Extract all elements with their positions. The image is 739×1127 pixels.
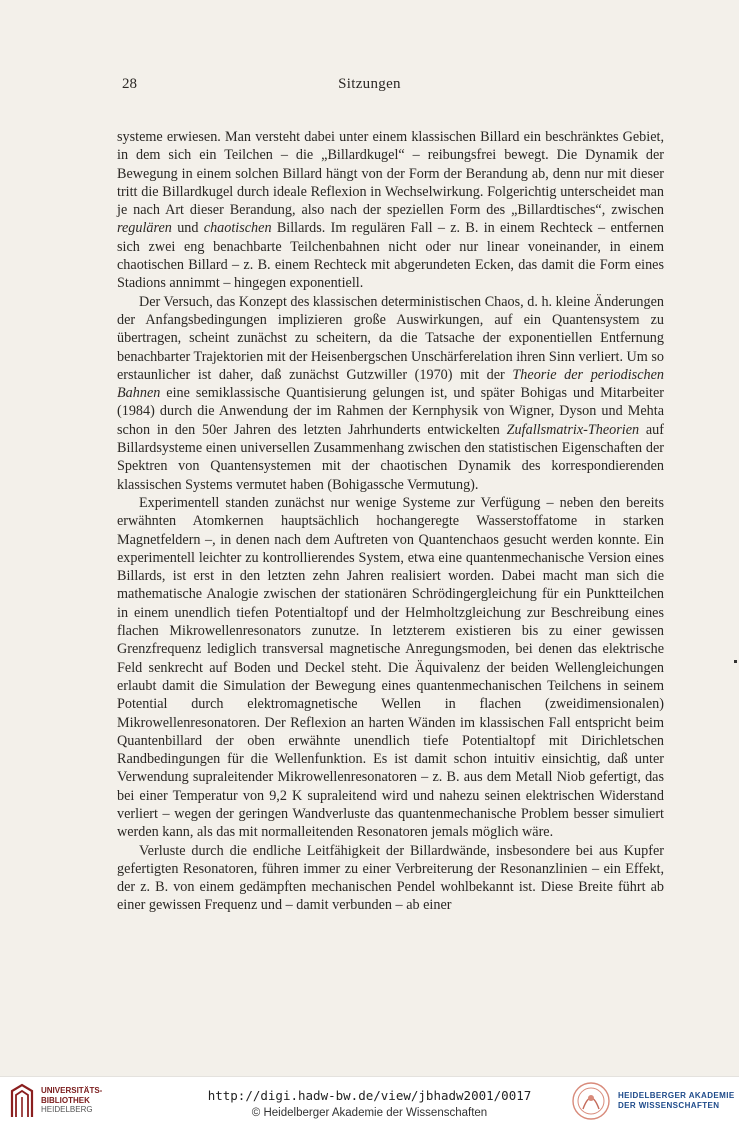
running-title: Sitzungen — [338, 76, 401, 92]
page-number: 28 — [122, 76, 137, 92]
academy-name — [618, 1091, 735, 1111]
academy-name-line1: HEIDELBERGER AKADEMIE — [618, 1091, 735, 1100]
italic-term: Theorie der periodischen Bahnen — [117, 366, 664, 402]
library-name-line2: BIBLIOTHEK — [41, 1095, 90, 1105]
body-text — [117, 128, 664, 915]
italic-term: chaotischen — [203, 220, 272, 237]
library-name-line1: UNIVERSITÄTS- — [41, 1086, 103, 1095]
footer — [0, 1076, 739, 1127]
paragraph — [117, 494, 664, 842]
copyright-notice: © Heidelberger Akademie der Wissenschaften — [251, 1107, 488, 1119]
text-run: Der Versuch, das Konzept des klassischen deterministischen Chaos, d. h. kleine Änderungen der Anfangsbedingungen implizieren große Auswirkungen, auf ein Quantensystem zu übertragen, scheint zunächst zu scheitern, da die Tatsache der exponentiellen Entfernung benachbarter Trajektorien mit der Heisenbergschen Unschärferelation ihren Sinn verliert. Um so erstaunlicher ist daher, daß zunächst Gutzwiller (1970) mit der — [117, 293, 664, 383]
margin-mark — [734, 660, 737, 663]
paragraph — [117, 842, 664, 915]
page-header — [0, 76, 739, 98]
text-run: systeme erwiesen. Man versteht dabei unter einem klassischen Billard ein beschränktes Gebiet, in dem sich ein Teilchen – die „Billardkugel“ – reibungsfrei bewegt. Die Dynamik der Bewegung in einem solchen Billard hängt von der Form der Berandung ab, denn nur mit dieser tritt die Billardkugel durch ideale Reflexion in Wechselwirkung. Folgerichtig unterscheidet man je nach Art dieser Berandung, also nach der speziellen Form des „Billardtisches“, zwischen — [117, 129, 664, 219]
source-url-link[interactable]: http://digi.hadw-bw.de/view/jbhadw2001/0017 — [207, 1088, 532, 1103]
text-run: Verluste durch die endliche Leitfähigkeit der Billardwände, insbesondere bei aus Kupfer gefertigten Resonatoren, führen immer zu einer Verbreiterung der Resonanzlinien – ein Effekt, der z. B. von einem gedämpften mechanischen Pendel wohlbekannt ist. Diese Breite führt ab einer gewissen Frequenz und – damit verbunden – ab einer — [117, 842, 664, 914]
text-run: Experimentell standen zunächst nur wenige Systeme zur Verfügung – neben den bereits erwähnten Atomkernen hauptsächlich hochangeregte Wasserstoffatome in starken Magnetfeldern –, in denen nach dem Auftreten von Quantenchaos gesucht werden konnte. Ein experimentell leichter zu kontrollierendes System, etwa eine quantenmechanische Version eines Billards, ist erst in den letzten zehn Jahren realisiert worden. Dabei macht man sich die mathematische Analogie zwischen der stationären Schrödingergleichung für ein Punktteilchen in einem unendlich tiefen Potentialtopf und der Helmholtzgleichung zur Beschreibung eines flachen Mikrowellenresonators zunutze. In letzterem existieren bis zu einer gewissen Grenzfrequenz lediglich transversal magnetische Anregungsmoden, bei denen das elektrische Feld senkrecht auf Boden und Deckel steht. Die Äquivalenz der beiden Wellengleichungen erlaubt damit die Simulation der Bewegung eines quantenmechanischen Teilchens in seinem Potential durch elektromagnetische Wellen in flachen (zweidimensionalen) Mikrowellenresonatoren. Der Reflexion an harten Wänden im klassischen Fall entspricht beim Quantenbillard der oben erwähnte unendlich tiefe Potentialtopf mit Dirichletschen Randbedingungen für die Wellenfunktion. Es ist damit schon intuitiv einsichtig, daß unter Verwendung supraleitender Mikrowellenresonatoren – z. B. aus dem Metall Niob gefertigt, das bei einer Temperatur von 9,2 K supraleitend wird und nahezu seinen elektrischen Widerstand verliert – wegen der geringen Wandverluste das quantenmechanische Problem besser simuliert werden kann, als das mit normalleitenden Resonatoren jemals möglich wäre. — [117, 494, 664, 841]
text-run: und — [171, 220, 204, 237]
academy-seal-icon — [569, 1081, 613, 1121]
text-run: eine semiklassische Quantisierung gelungen ist, und später Bohigas und Mitarbeiter (1984) durch die Anwendung der im Rahmen der Kernphysik von Wigner, Dyson und Mehta schon in den 50er Jahren des letzten Jahrhunderts entwickelten — [117, 385, 664, 438]
text-run: Billards. Im regulären Fall – z. B. in einem Rechteck – entfernen sich zwei eng benachbarte Teilchenbahnen nicht oder nur linear voneinander, in einem chaotischen Billard – z. B. einem Rechteck mit abgerundeten Ecken, das damit die Form eines Stadions annimmt – hingegen exponentiell. — [117, 220, 665, 292]
paragraph — [117, 293, 664, 494]
italic-term: Zufallsmatrix-Theorien — [506, 421, 640, 438]
academy-name-line2: DER WISSENSCHAFTEN — [618, 1101, 720, 1110]
italic-term: regulären — [117, 220, 172, 237]
library-city: HEIDELBERG — [41, 1105, 93, 1114]
paragraph — [117, 128, 664, 293]
text-run: auf Billardsysteme einen universellen Zusammenhang zwischen den statistischen Eigenschaften der Spektren von Quantensystemen mit der chaotischen Dynamik des korrespondierenden klassischen Systems vermutet haben (Bohigassche Vermutung). — [117, 421, 664, 493]
